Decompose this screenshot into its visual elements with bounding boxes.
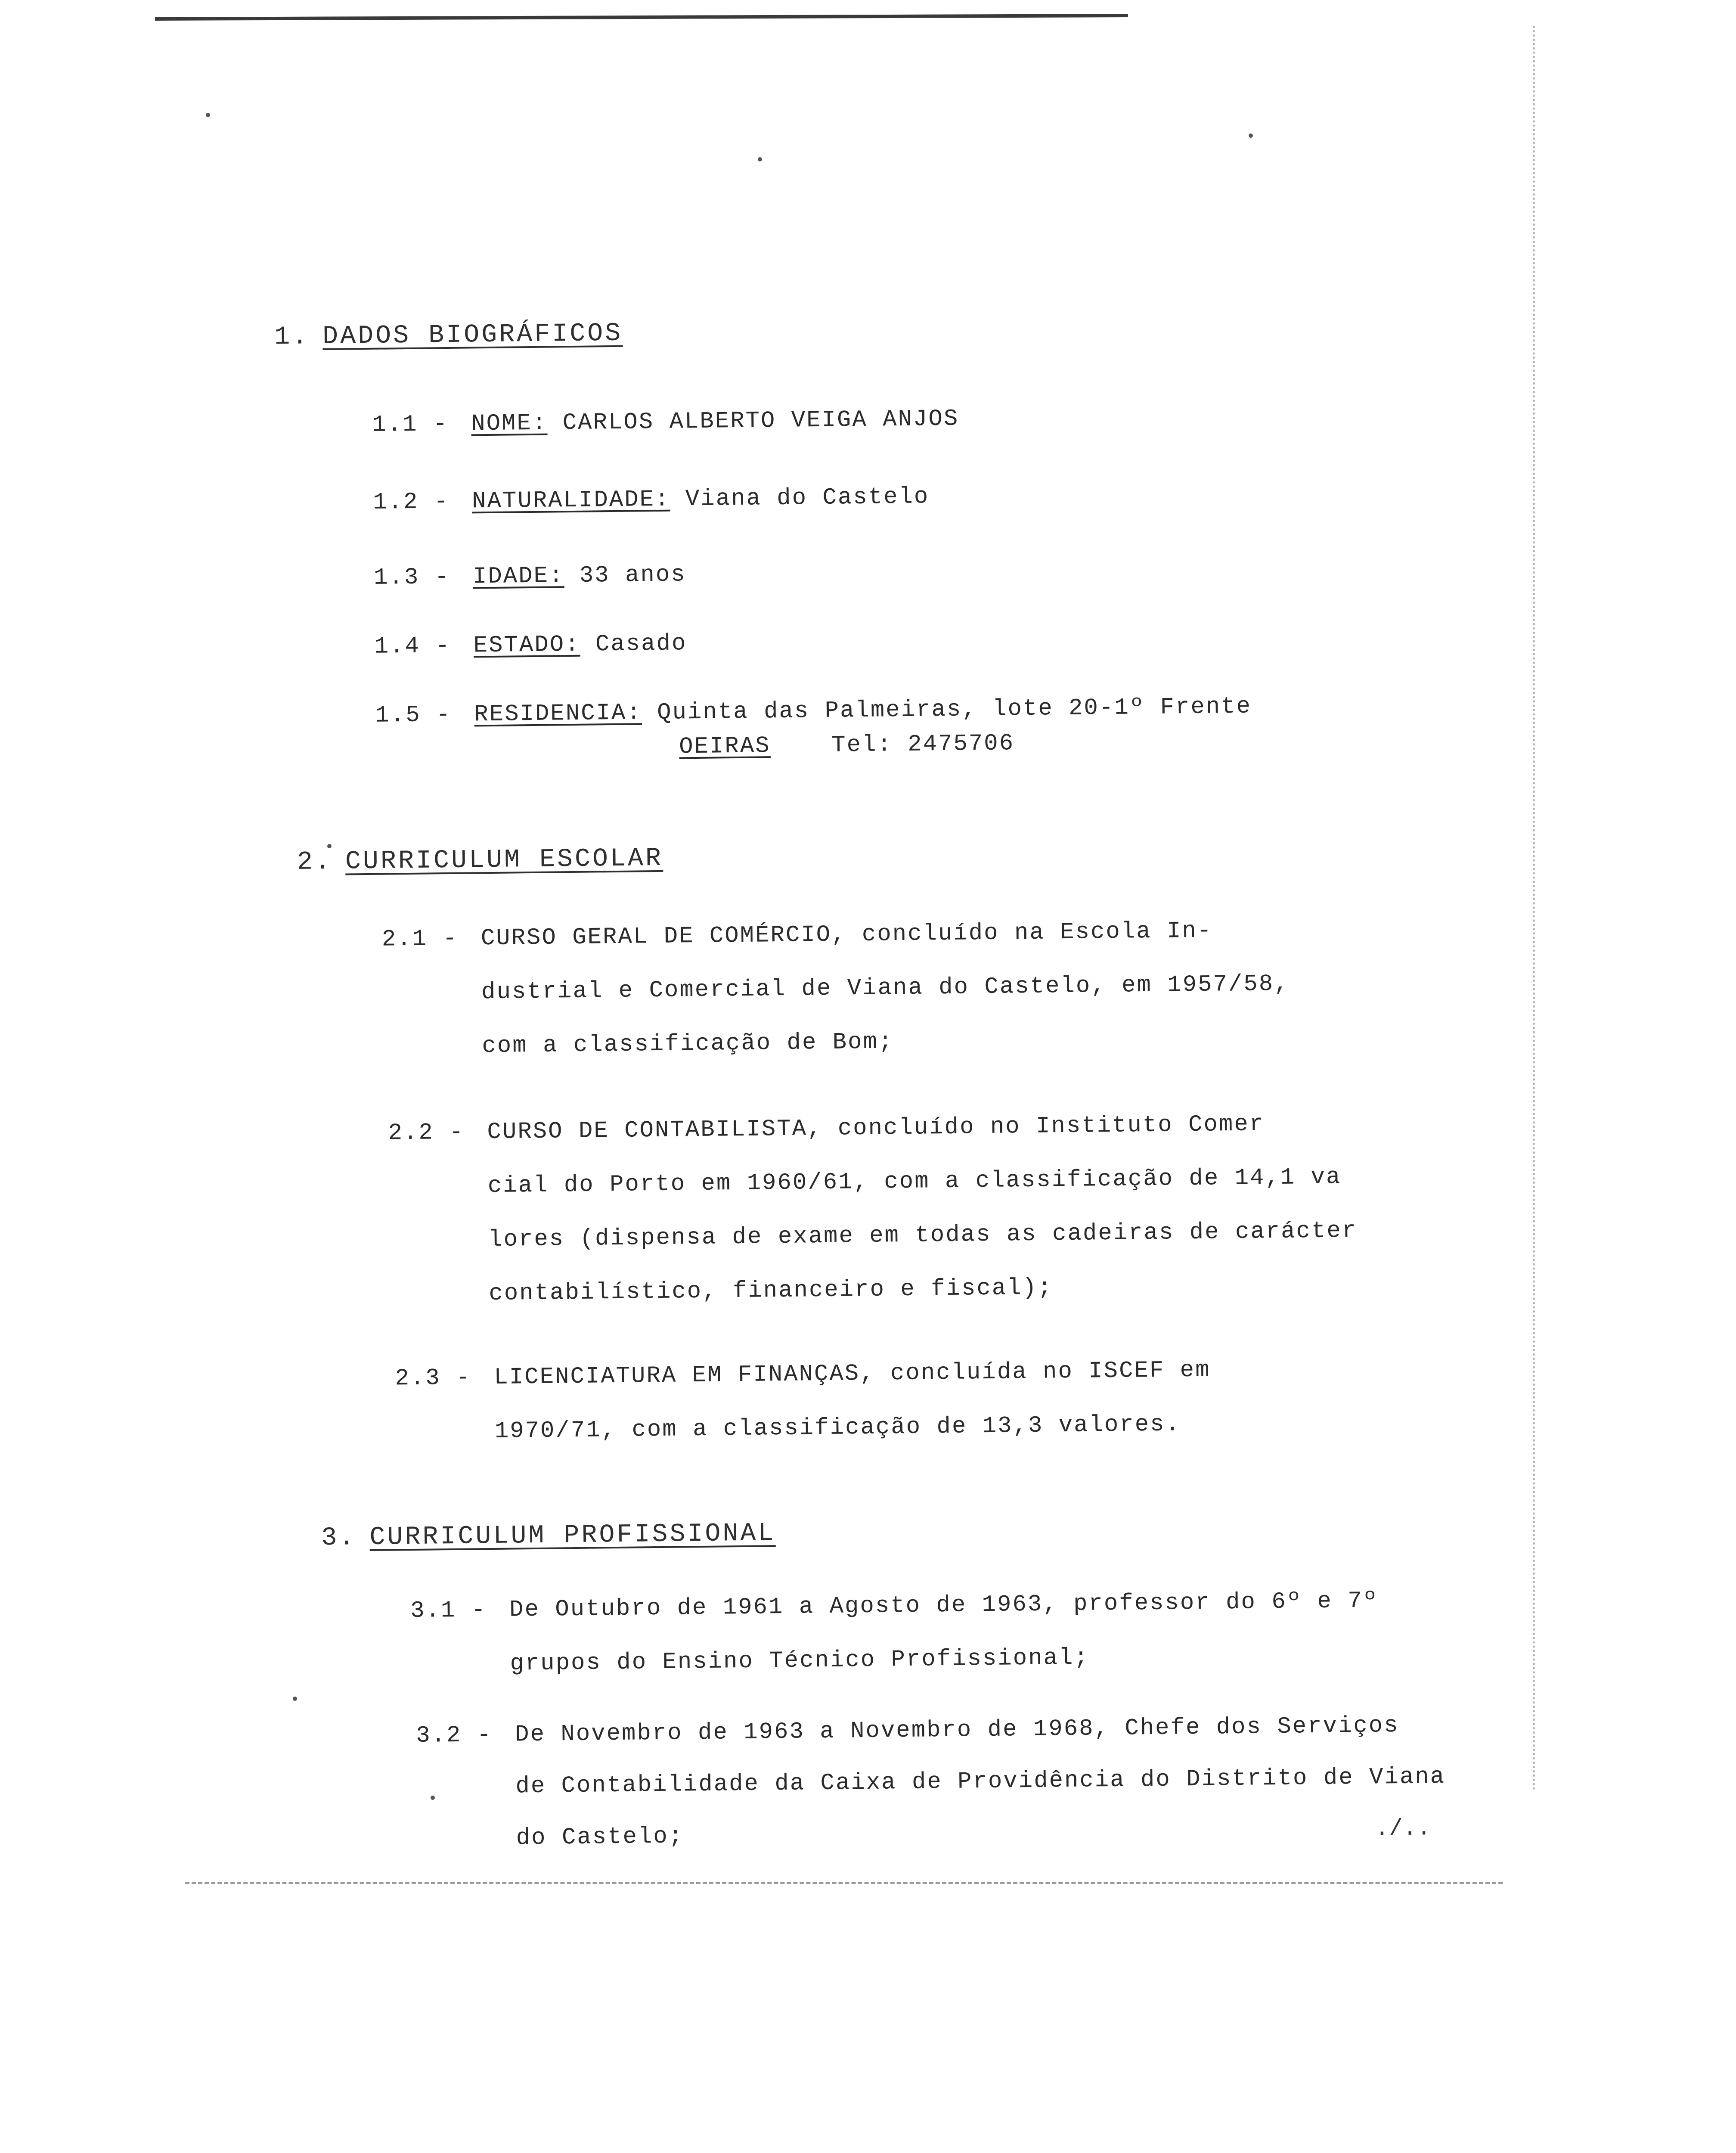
continuation-mark: ./.. bbox=[1375, 1815, 1431, 1843]
residence-line-2: OEIRAS Tel: 2475706 bbox=[679, 730, 1015, 760]
school-item-2-2-line-3: lores (dispensa de exame em todas as cadeiras de carácter bbox=[488, 1217, 1358, 1253]
school-item-2-1: 2.1 - CURSO GERAL DE COMÉRCIO, concluído na Escola In- bbox=[381, 918, 1213, 953]
school-item-2-3: 2.3 - LICENCIATURA EM FINANÇAS, concluída no ISCEF em bbox=[395, 1357, 1211, 1392]
school-item-2-2: 2.2 - CURSO DE CONTABILISTA, concluído no Instituto Comer bbox=[388, 1111, 1265, 1147]
bio-item-birthplace: 1.2 - NATURALIDADE: Viana do Castelo bbox=[372, 484, 930, 516]
school-item-2-1-line-2: dustrial e Comercial de Viana do Castelo, em 1957/58, bbox=[481, 971, 1290, 1006]
work-item-3-2: 3.2 - De Novembro de 1963 a Novembro de 1968, Chefe dos Serviços bbox=[415, 1712, 1399, 1749]
school-item-2-1-line-3: com a classificação de Bom; bbox=[482, 1029, 894, 1060]
bio-item-residence: 1.5 - RESIDENCIA: Quinta das Palmeiras, lote 20-1º Frente bbox=[375, 693, 1252, 729]
work-item-3-2-line-3: do Castelo; bbox=[516, 1823, 684, 1852]
bio-item-marital-status: 1.4 - ESTADO: Casado bbox=[374, 630, 687, 660]
school-item-2-3-line-2: 1970/71, com a classificação de 13,3 valores. bbox=[494, 1411, 1181, 1445]
section-heading-2: 2. CURRICULUM ESCOLAR bbox=[297, 844, 663, 877]
bio-item-age: 1.3 - IDADE: 33 anos bbox=[373, 562, 687, 591]
work-item-3-2-line-2: de Contabilidade da Caixa de Providência do Distrito de Viana bbox=[515, 1763, 1446, 1800]
bio-item-name: 1.1 - NOME: CARLOS ALBERTO VEIGA ANJOS bbox=[372, 406, 959, 438]
school-item-2-2-line-2: cial do Porto em 1960/61, com a classificação de 14,1 va bbox=[487, 1164, 1342, 1200]
work-item-3-1-line-2: grupos do Ensino Técnico Profissional; bbox=[510, 1644, 1090, 1677]
section-heading-3: 3. CURRICULUM PROFISSIONAL bbox=[321, 1519, 776, 1553]
school-item-2-2-line-4: contabilístico, financeiro e fiscal); bbox=[489, 1275, 1053, 1307]
section-heading-1: 1. DADOS BIOGRÁFICOS bbox=[274, 319, 623, 352]
work-item-3-1: 3.1 - De Outubro de 1961 a Agosto de 1963, professor do 6º e 7º bbox=[410, 1588, 1379, 1625]
